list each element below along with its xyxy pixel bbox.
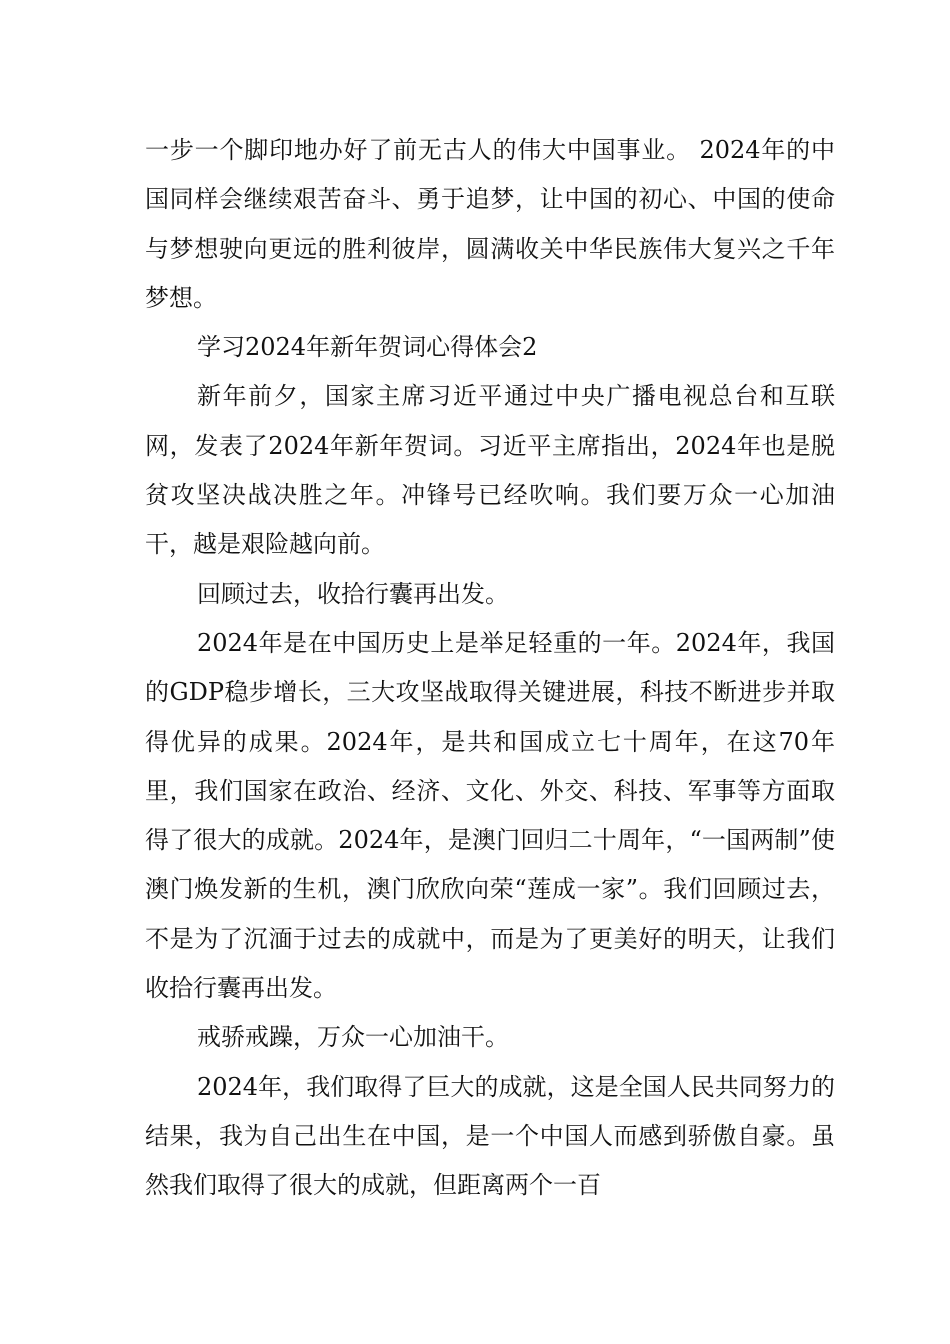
paragraph-2024-achievements: 2024年是在中国历史上是举足轻重的一年。2024年，我国的GDP稳步增长，三大攻坚战取得关键进展，科技不断进步并取得优异的成果。2024年，是共和国成立七十周年，在这70年里，我们国家在政治、经济、文化、外交、科技、军事等方面取得了很大的成就。2024年，是澳门回归二十周年，“一国两制”使澳门焕发新的生机，澳门欣欣向荣“莲成一家”。我们回顾过去，不是为了沉湎于过去的成就中，而是为了更美好的明天，让我们收拾行囊再出发。 bbox=[145, 628, 835, 1003]
paragraph-great-achievements: 2024年，我们取得了巨大的成就，这是全国人民共同努力的结果，我为自己出生在中国，是一个中国人而感到骄傲自豪。虽然我们取得了很大的成就，但距离两个一百 bbox=[145, 1072, 835, 1200]
paragraph-continuation: 一步一个脚印地办好了前无古人的伟大中国事业。 2024年的中国同样会继续艰苦奋斗、勇于追梦，让中国的初心、中国的使命与梦想驶向更远的胜利彼岸，圆满收关中华民族伟大复兴之千年梦想。 bbox=[145, 136, 835, 312]
paragraph-review-past: 回顾过去，收拾行囊再出发。 bbox=[197, 579, 509, 608]
document-body bbox=[145, 126, 835, 1211]
paragraph-new-year-eve: 新年前夕，国家主席习近平通过中央广播电视总台和互联网，发表了2024年新年贺词。习近平主席指出，2024年也是脱贫攻坚决战决胜之年。冲锋号已经吹响。我们要万众一心加油干，越是艰险越向前。 bbox=[145, 382, 835, 559]
paragraph-no-arrogance: 戒骄戒躁，万众一心加油干。 bbox=[197, 1023, 509, 1052]
section-heading: 学习2024年新年贺词心得体会2 bbox=[197, 333, 538, 362]
